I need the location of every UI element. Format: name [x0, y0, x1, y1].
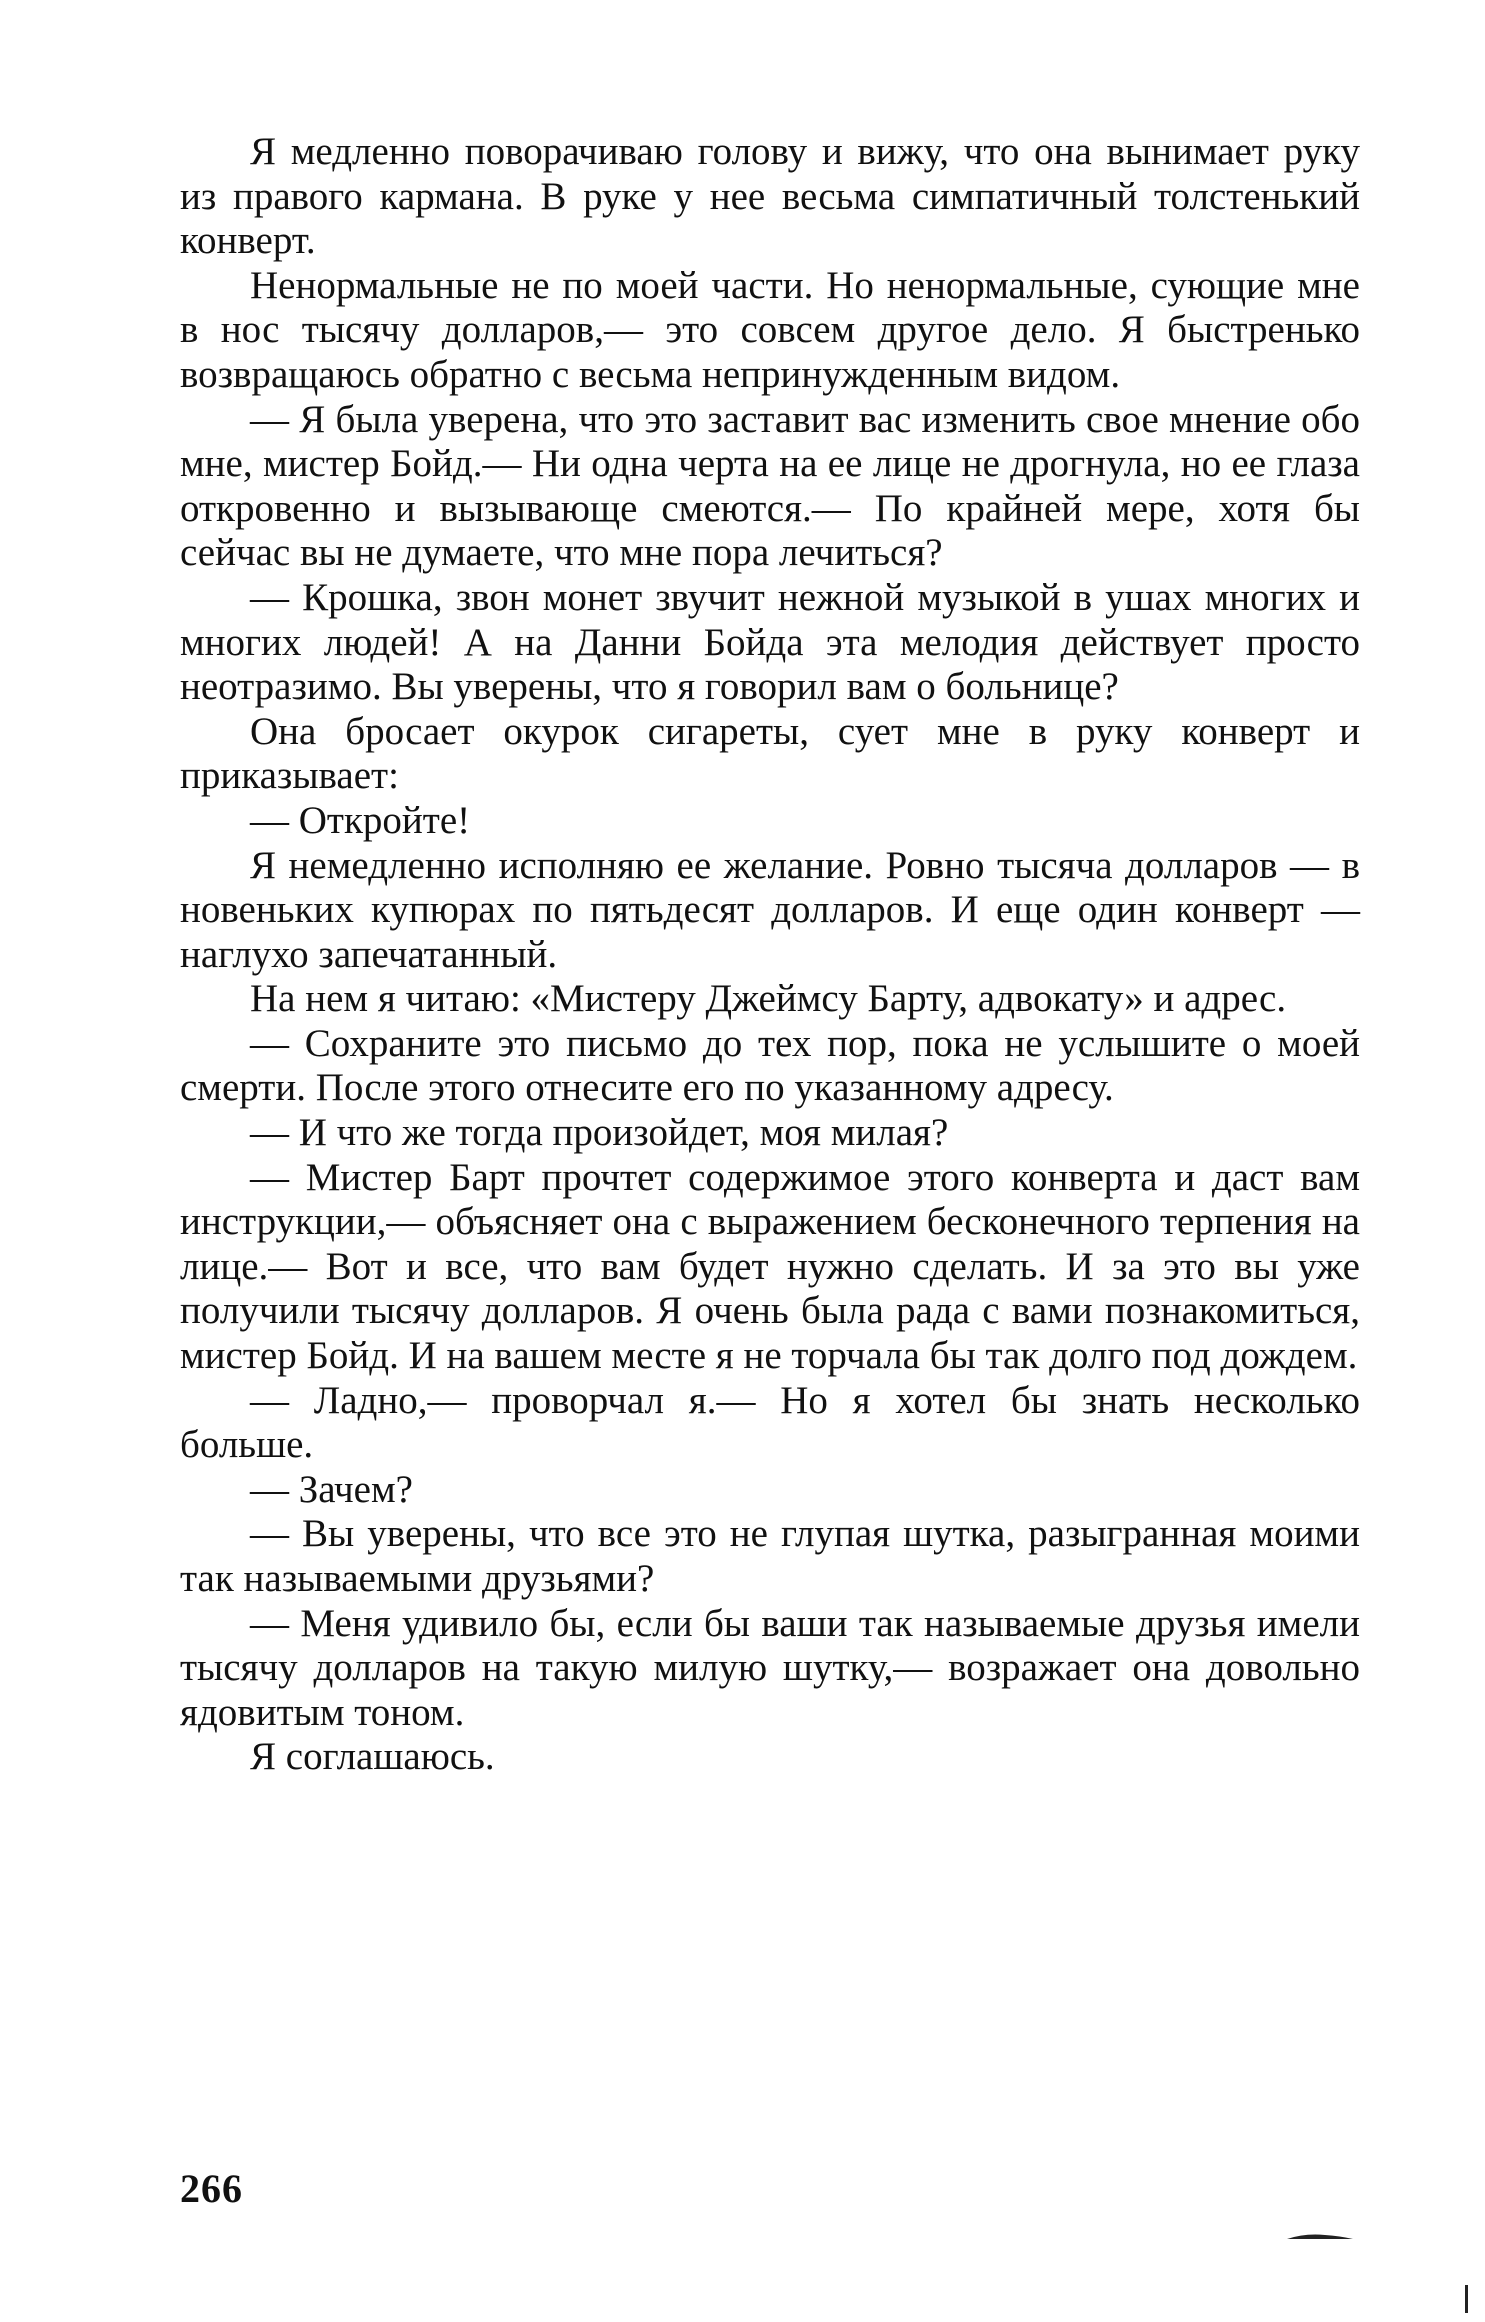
paragraph: Ненормальные не по моей части. Но ненормальные, сующие мне в нос тысячу долларов,— это совсем другое дело. Я быстренько возвращаюсь обратно с весьма непринужденным видом.	[180, 263, 1360, 396]
paragraph: — Откройте!	[250, 798, 471, 842]
paragraph: — И что же тогда произойдет, моя милая?	[250, 1111, 949, 1155]
paragraph: — Крошка, звон монет звучит нежной музыкой в ушах многих и многих людей! А на Данни Бойда эта мелодия действует просто неотразимо. Вы уверены, что я говорил вам о больнице?	[180, 575, 1360, 709]
paragraph: — Сохраните это письмо до тех пор, пока не услышите о моей смерти. После этого отнесите его по указанному адресу.	[180, 1021, 1360, 1110]
paragraph: Я немедленно исполняю ее желание. Ровно тысяча долларов — в новеньких купюрах по пятьдесят долларов. И еще один конверт — наглухо запечатанный.	[180, 843, 1360, 976]
paragraph: — Вы уверены, что все это не глупая шутка, разыгранная моими так называемыми друзьями?	[180, 1512, 1360, 1600]
paragraph: На нем я читаю: «Мистеру Джеймсу Барту, адвокату» и адрес.	[250, 977, 1287, 1021]
paragraph: Она бросает окурок сигареты, сует мне в руку конверт и приказывает:	[180, 709, 1360, 798]
paragraph: — Я была уверена, что это заставит вас изменить свое мнение обо мне, мистер Бойд.— Ни одна черта на ее лице не дрогнула, но ее глаза откровенно и вызывающе смеются.— По крайней мере, хотя бы сейчас вы не думаете, что мне пора лечиться?	[180, 397, 1360, 575]
paragraph: — Ладно,— проворчал я.— Но я хотел бы знать несколько больше.	[180, 1378, 1360, 1467]
paragraph: — Мистер Барт прочтет содержимое этого конверта и даст вам инструкции,— объясняет она с выражением бесконечного терпения на лице.— Вот и все, что вам будет нужно сделать. И за это вы уже получили тысячу долларов. Я очень была рада с вами познакомиться, мистер Бойд. И на вашем месте я не торчала бы так долго под дождем.	[180, 1155, 1360, 1378]
paragraph: — Зачем?	[250, 1467, 413, 1511]
page-number: 266	[180, 2166, 243, 2211]
paragraph: — Меня удивило бы, если бы ваши так называемые друзья имели тысячу долларов на такую милую шутку,— возражает она довольно ядовитым тоном.	[180, 1601, 1360, 1734]
ink-smudge-mark	[1285, 2232, 1355, 2241]
paragraph: Я медленно поворачиваю голову и вижу, что она вынимает руку из правого кармана. В руке у нее весьма симпатичный толстенький конверт.	[180, 130, 1360, 263]
body-text	[180, 130, 1360, 1780]
scan-edge-mark	[1465, 2285, 1468, 2313]
paragraph: Я соглашаюсь.	[250, 1735, 495, 1779]
